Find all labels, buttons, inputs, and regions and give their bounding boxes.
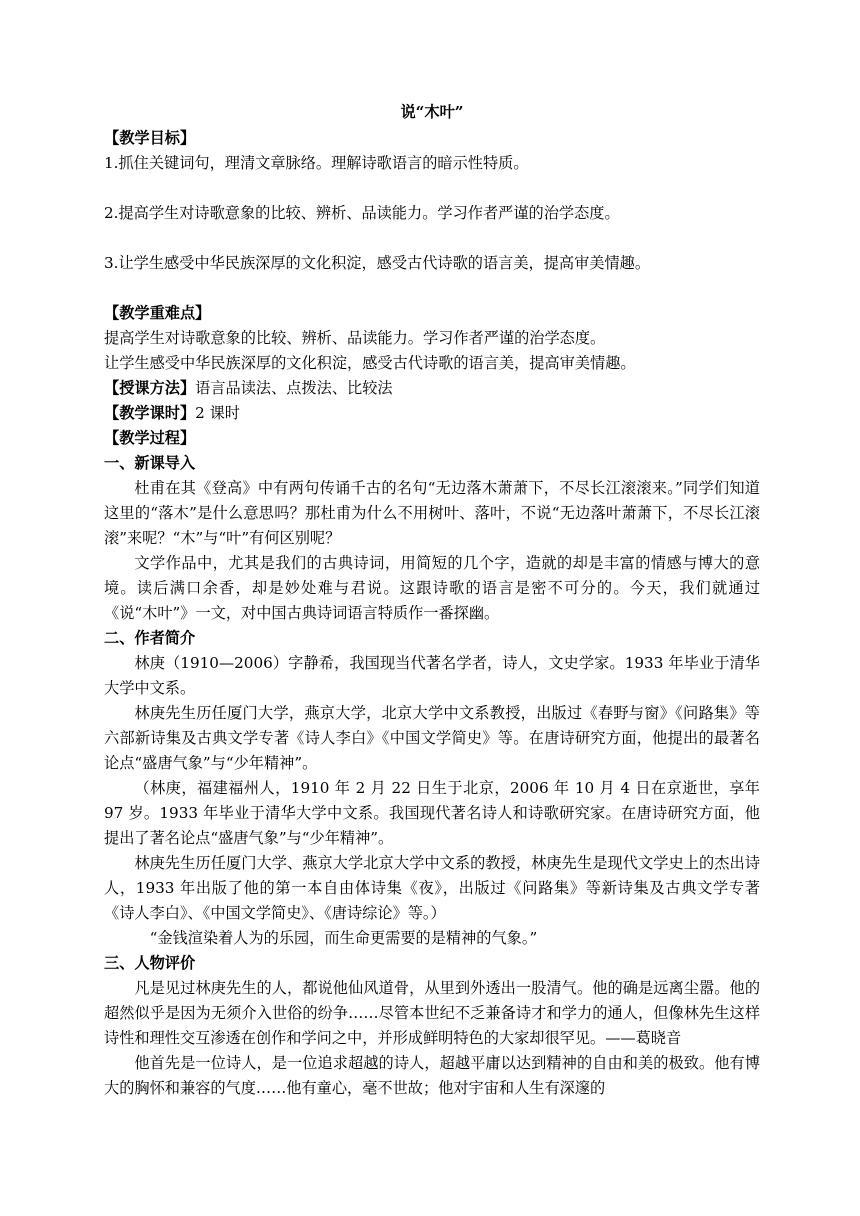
objective-item: 3.让学生感受中华民族深厚的文化积淀，感受古代诗歌的语言美，提高审美情趣。 xyxy=(104,254,651,272)
hours-value: 2 课时 xyxy=(195,404,240,422)
section-heading: 一、新课导入 xyxy=(104,454,196,472)
page-title: 说“木叶” xyxy=(400,103,464,121)
method-line xyxy=(104,376,760,401)
quote-line: “金钱渲染着人为的乐园，而生命更需要的是精神的气象。” xyxy=(149,929,538,947)
key-points-heading: 【教学重难点】 xyxy=(104,304,211,322)
paragraph: 他首先是一位诗人，是一位追求超越的诗人，超越平庸以达到精神的自由和美的极致。他有博大的胸怀和兼容的气度……他有童心，毫不世故；他对宇宙和人生有深邃的 xyxy=(104,1054,760,1097)
objectives-heading: 【教学目标】 xyxy=(104,129,196,147)
section-heading: 二、作者简介 xyxy=(104,629,196,647)
paragraph: 林庚先生历任厦门大学，燕京大学，北京大学中文系教授，出版过《春野与窗》《问路集》等六部新诗集及古典文学专著《诗人李白》《中国文学简史》等。在唐诗研究方面，他提出的最著名论点“盛唐气象”与“少年精神”。 xyxy=(104,704,760,772)
key-point-line: 提高学生对诗歌意象的比较、辨析、品读能力。学习作者严谨的治学态度。 xyxy=(104,329,606,347)
objective-item: 2.提高学生对诗歌意象的比较、辨析、品读能力。学习作者严谨的治学态度。 xyxy=(104,204,620,222)
paragraph: 林庚（1910—2006）字静希，我国现当代著名学者，诗人，文史学家。1933 年毕业于清华大学中文系。 xyxy=(104,654,760,697)
key-point-line: 让学生感受中华民族深厚的文化积淀，感受古代诗歌的语言美，提高审美情趣。 xyxy=(104,354,636,372)
method-value: 语言品读法、点拨法、比较法 xyxy=(195,379,393,397)
section-heading: 三、人物评价 xyxy=(104,954,196,972)
paragraph: 林庚先生历任厦门大学、燕京大学北京大学中文系的教授，林庚先生是现代文学史上的杰出诗人，1933 年出版了他的第一本自由体诗集《夜》，出版过《问路集》等新诗集及古典文学专著《诗人李白》、《中国文学简史》、《唐诗综论》等。） xyxy=(104,854,760,922)
paragraph: 杜甫在其《登高》中有两句传诵千古的名句“无边落木萧萧下，不尽长江滚滚来。”同学们知道这里的“落木”是什么意思吗？那杜甫为什么不用树叶、落叶，不说“无边落叶萧萧下，不尽长江滚滚”来呢？“木”与“叶”有何区别呢？ xyxy=(104,479,760,547)
hours-line xyxy=(104,401,760,426)
method-label: 【授课方法】 xyxy=(104,379,196,397)
paragraph: （林庚，福建福州人，1910 年 2 月 22 日生于北京，2006 年 10 月 4 日在京逝世，享年 97 岁。1933 年毕业于清华大学中文系。我国现代著名诗人和诗歌研究家。在唐诗研究方面，他提出了著名论点“盛唐气象”与“少年精神”。 xyxy=(104,779,760,847)
hours-label: 【教学课时】 xyxy=(104,404,196,422)
objective-item: 1.抓住关键词句，理清文章脉络。理解诗歌语言的暗示性特质。 xyxy=(104,154,529,172)
document-page xyxy=(104,100,760,1101)
paragraph: 凡是见过林庚先生的人，都说他仙风道骨，从里到外透出一股清气。他的确是远离尘嚣。他的超然似乎是因为无须介入世俗的纷争……尽管本世纪不乏兼备诗才和学力的通人，但像林先生这样诗性和理性交互渗透在创作和学问之中，并形成鲜明特色的大家却很罕见。——葛晓音 xyxy=(104,979,760,1047)
process-heading: 【教学过程】 xyxy=(104,429,196,447)
paragraph: 文学作品中，尤其是我们的古典诗词，用简短的几个字，造就的却是丰富的情感与博大的意境。读后满口余香，却是妙处难与君说。这跟诗歌的语言是密不可分的。今天，我们就通过《说“木叶”》一文，对中国古典诗词语言特质作一番探幽。 xyxy=(104,554,760,622)
